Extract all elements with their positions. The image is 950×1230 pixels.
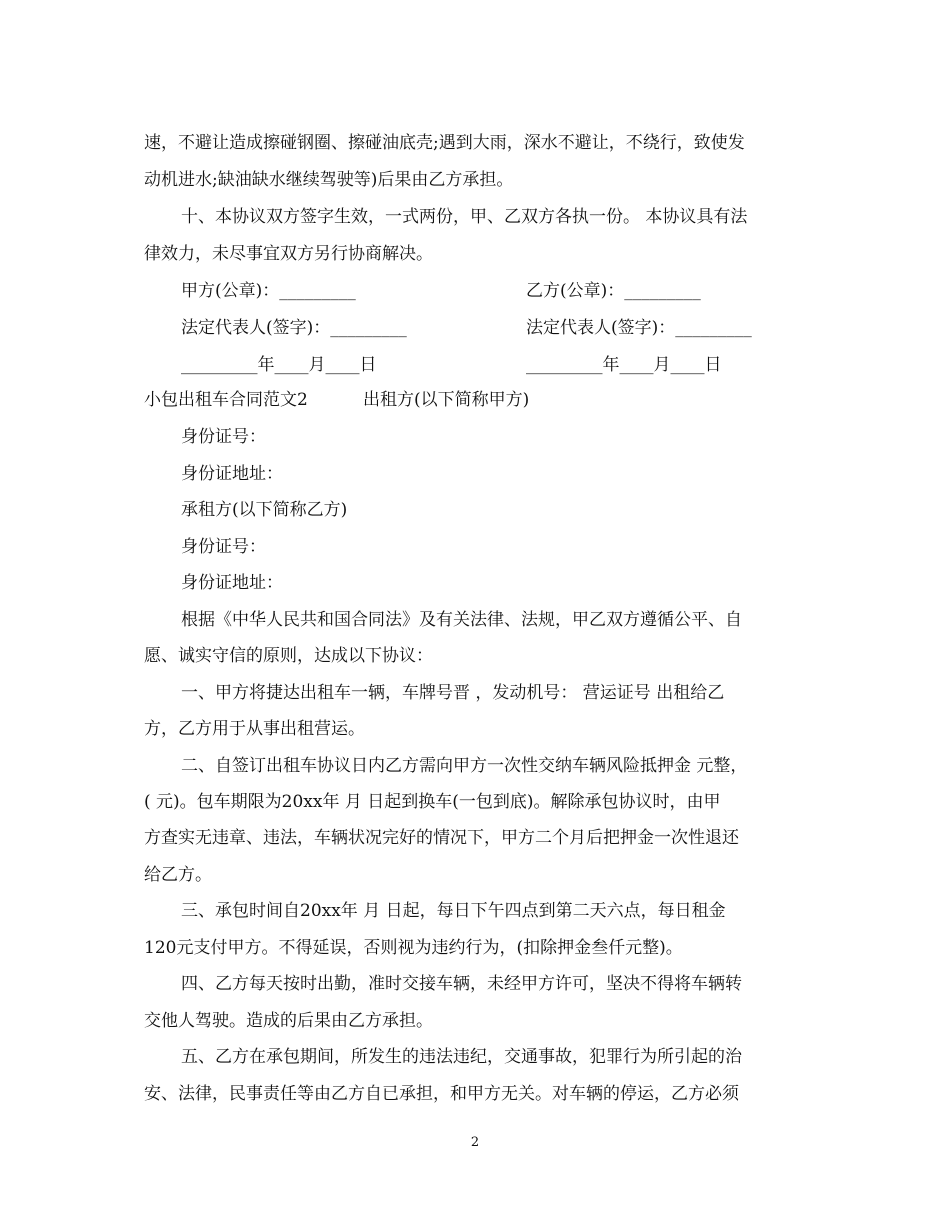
party-b-representative-field: 法定代表人(签字)：_________ (526, 318, 752, 338)
party-a-representative-field: 法定代表人(签字)：_________ (181, 318, 407, 338)
article-three-line: 三、承包时间自20xx年 月 日起，每日下午四点到第二天六点，每日租金 (181, 901, 726, 921)
paragraph-line: 动机进水;缺油缺水继续驾驶等)后果由乙方承担。 (144, 170, 514, 190)
article-one-line: 方，乙方用于从事出租营运。 (144, 719, 365, 739)
article-three-line: 120元支付甲方。不得延误，否则视为违约行为，(扣除押金叁仟元整)。 (144, 938, 683, 958)
article-two-line: 方查实无违章、违法，车辆状况完好的情况下，甲方二个月后把押金一次性退还 (144, 828, 739, 848)
article-two-line: 二、自签订出租车协议日内乙方需向甲方一次性交纳车辆风险抵押金 元整， (181, 756, 748, 776)
article-four-line: 交他人驾驶。造成的后果由乙方承担。 (144, 1011, 433, 1031)
party-b-date-field: _________年____月____日 (526, 355, 722, 375)
article-five-line: 五、乙方在承包期间，所发生的违法违纪，交通事故，犯罪行为所引起的治 (181, 1047, 742, 1067)
party-a-seal-field: 甲方(公章)：_________ (181, 281, 356, 301)
article-four-line: 四、乙方每天按时出勤，准时交接车辆，未经甲方许可，坚决不得将车辆转 (181, 974, 742, 994)
article-five-line: 安、法律，民事责任等由乙方自已承担，和甲方无关。对车辆的停运，乙方必须 (144, 1084, 739, 1104)
article-two-line: 给乙方。 (144, 865, 212, 885)
lessor-heading: 出租方(以下简称甲方) (363, 390, 530, 410)
lessee-heading: 承租方(以下简称乙方) (181, 500, 348, 520)
clause-ten-line: 律效力，未尽事宜双方另行协商解决。 (144, 244, 433, 264)
clause-ten-line: 十、本协议双方签字生效，一式两份，甲、乙双方各执一份。 本协议具有法 (181, 207, 748, 227)
lessor-id-number: 身份证号： (181, 427, 266, 447)
paragraph-line: 速，不避让造成擦碰钢圈、擦碰油底壳;遇到大雨，深水不避让，不绕行，致使发 (144, 133, 745, 153)
lessor-id-address: 身份证地址： (181, 464, 283, 484)
intro-line: 愿、诚实守信的原则，达成以下协议： (144, 646, 433, 666)
contract-title: 小包出租车合同范文2 (144, 390, 308, 410)
party-b-seal-field: 乙方(公章)：_________ (526, 281, 701, 301)
lessee-id-number: 身份证号： (181, 537, 266, 557)
article-two-line: ( 元)。包车期限为20xx年 月 日起到换车(一包到底)。解除承包协议时，由甲 (144, 792, 721, 812)
party-a-date-field: _________年____月____日 (181, 355, 377, 375)
page-number: 2 (470, 1135, 480, 1150)
article-one-line: 一、甲方将捷达出租车一辆，车牌号晋 ，发动机号： 营运证号 出租给乙 (181, 683, 725, 703)
intro-line: 根据《中华人民共和国合同法》及有关法律、法规，甲乙双方遵循公平、自 (181, 610, 742, 630)
lessee-id-address: 身份证地址： (181, 573, 283, 593)
